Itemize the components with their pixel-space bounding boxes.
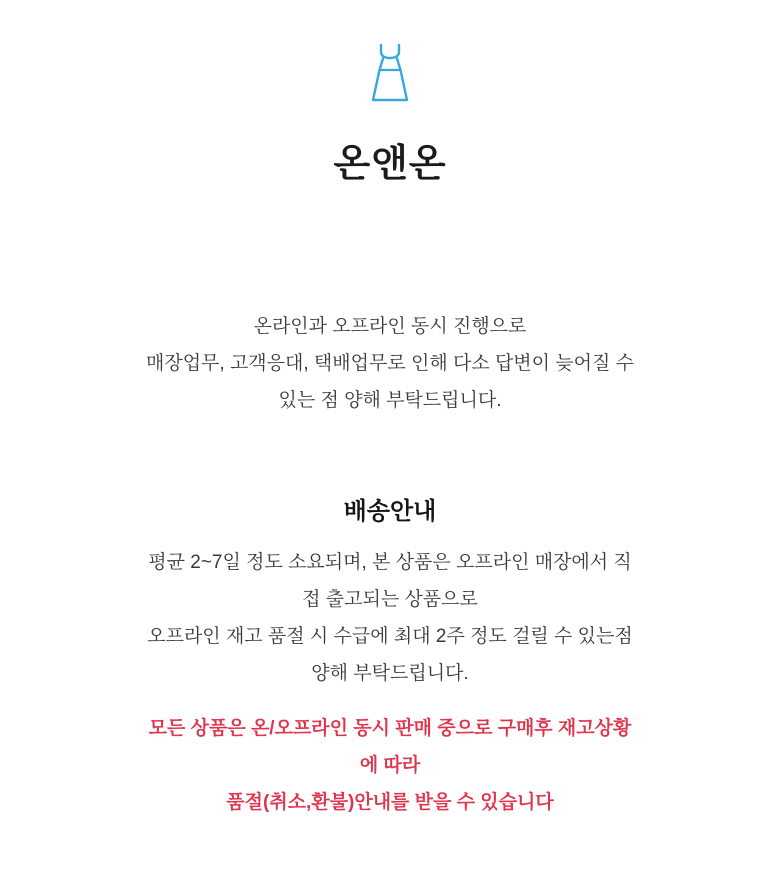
brand-block xyxy=(333,42,446,188)
shipping-body-line: 평균 2~7일 정도 소요되며, 본 상품은 오프라인 매장에서 직 xyxy=(148,551,632,573)
notice-line: 있는 점 양해 부탁드립니다. xyxy=(278,389,502,411)
shipping-warning-line: 품절(취소,환불)안내를 받을 수 있습니다 xyxy=(226,792,554,814)
brand-name: 온앤온 xyxy=(333,143,447,185)
shipping-title: 배송안내 xyxy=(343,497,437,525)
shipping-section xyxy=(120,491,660,821)
shipping-warning xyxy=(120,710,660,821)
shipping-body-line: 양해 부탁드립니다. xyxy=(311,662,469,684)
shipping-warning-line: 모든 상품은 온/오프라인 동시 판매 중으로 구매후 재고상황 xyxy=(148,717,632,739)
notice-line: 매장업무, 고객응대, 택배업무로 인해 다소 답변이 늦어질 수 xyxy=(145,352,634,374)
shipping-body-line: 접 출고되는 상품으로 xyxy=(302,588,478,610)
shipping-body xyxy=(120,544,660,692)
shipping-body-line: 오프라인 재고 품절 시 수급에 최대 2주 정도 걸릴 수 있는점 xyxy=(147,625,633,647)
shipping-warning-line: 에 따라 xyxy=(359,754,421,776)
notice-paragraph xyxy=(120,308,660,419)
dress-icon xyxy=(367,42,413,104)
notice-line: 온라인과 오프라인 동시 진행으로 xyxy=(253,315,527,337)
